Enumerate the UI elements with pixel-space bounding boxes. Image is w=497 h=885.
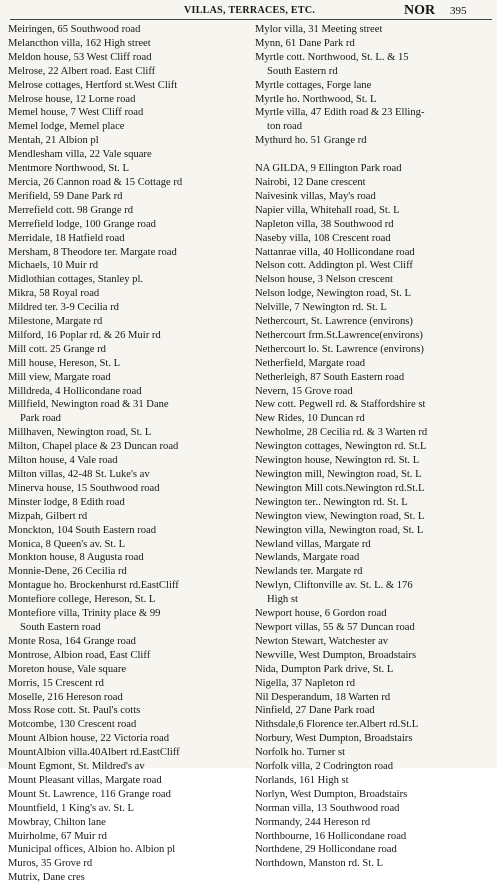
directory-entry [8, 663, 248, 677]
directory-entry [8, 329, 248, 343]
directory-entry [8, 385, 248, 399]
directory-entry [255, 551, 493, 565]
directory-entry [255, 162, 493, 176]
directory-entry [8, 496, 248, 510]
entry-text: Napier villa, Whitehall road, St. L [255, 204, 400, 216]
entry-text: Mercia, 26 Cannon road & 15 Cottage rd [8, 176, 183, 188]
directory-entry [8, 273, 248, 287]
directory-entry [255, 663, 493, 677]
directory-entry [8, 106, 248, 120]
entry-text: Nida, Dumpton Park drive, St. L [255, 663, 394, 675]
directory-entry [8, 524, 248, 538]
directory-entry [255, 385, 493, 399]
directory-entry [255, 148, 493, 162]
entry-text: Newington villa, Newington road, St. L [255, 524, 424, 536]
entry-text: Napleton villa, 38 Southwood rd [255, 218, 394, 230]
header-rule [10, 19, 492, 20]
directory-entry [255, 454, 493, 468]
directory-entry [8, 246, 248, 260]
directory-entry [255, 510, 493, 524]
entry-text: Merrefield cott. 98 Grange rd [8, 204, 134, 216]
entry-text: Nevern, 15 Grove road [255, 385, 353, 397]
entry-text: Mount St. Lawrence, 116 Grange road [8, 788, 171, 800]
directory-entry [8, 343, 248, 357]
directory-entry [255, 830, 493, 844]
running-title: VILLAS, TERRACES, ETC. [184, 5, 316, 16]
entry-text: Mountfield, 1 King's av. St. L [8, 802, 134, 814]
entry-text: Norlyn, West Dumpton, Broadstairs [255, 788, 408, 800]
entry-text: Mill house, Hereson, St. L [8, 357, 121, 369]
directory-entry [255, 843, 493, 857]
directory-entry [8, 37, 248, 51]
directory-entry [8, 204, 248, 218]
entry-text: Netherfield, Margate road [255, 357, 366, 369]
entry-continuation: South Eastern rd [267, 65, 338, 77]
directory-entry [255, 190, 493, 204]
directory-entry [8, 51, 248, 65]
entry-text: Netherleigh, 87 South Eastern road [255, 371, 405, 383]
entry-text: Monkton house, 8 Augusta road [8, 552, 144, 564]
directory-entry [8, 454, 248, 468]
directory-entry [255, 23, 493, 37]
entry-text: Montefiore college, Hereson, St. L [8, 594, 156, 606]
entry-continuation: South Eastern road [20, 621, 101, 633]
entry-text: Milldreda, 4 Hollicondane road [8, 385, 142, 397]
entry-text: Myrtle cott. Northwood, St. L. & 15 [255, 51, 409, 63]
entry-text: Nattanrae villa, 40 Hollicondane road [255, 246, 415, 258]
directory-entry [255, 412, 493, 426]
directory-entry [255, 621, 493, 635]
entry-text: Melrose cottages, Hertford st.West Clift [8, 79, 178, 91]
entry-text: Mildred ter. 3-9 Cecilia rd [8, 302, 119, 314]
directory-entry [8, 691, 248, 705]
entry-text: Melrose house, 12 Lorne road [8, 93, 136, 105]
entry-text: Montefiore villa, Trinity place & 99 [8, 608, 161, 620]
index-key: NOR [404, 3, 436, 18]
directory-entry [255, 79, 493, 93]
entry-text: Newland villas, Margate rd [255, 538, 371, 550]
entry-text: Moselle, 216 Hereson road [8, 691, 123, 703]
directory-entry [255, 468, 493, 482]
entry-text: Milton house, 4 Vale road [8, 455, 118, 467]
directory-entry [255, 343, 493, 357]
entry-text: Milford, 16 Poplar rd. & 26 Muir rd [8, 329, 161, 341]
entry-text: Milton villas, 42-48 St. Luke's av [8, 469, 150, 480]
entry-text: Nelson lodge, Newington road, St. L [255, 288, 411, 300]
directory-entry [255, 857, 493, 871]
entry-text: Newholme, 28 Cecilia rd. & 3 Warten rd [255, 427, 428, 439]
entry-text: Mikra, 58 Royal road [8, 288, 100, 300]
entry-text: Mythurd ho. 51 Grange rd [255, 135, 367, 147]
entry-text: Nethercourt frm.St.Lawrence(environs) [255, 329, 423, 341]
directory-entry [8, 843, 248, 857]
entry-text: Norbury, West Dumpton, Broadstairs [255, 733, 413, 745]
directory-entry [255, 204, 493, 218]
directory-entry [8, 830, 248, 844]
directory-entry [255, 538, 493, 552]
directory-entry [255, 371, 493, 385]
directory-entry [8, 482, 248, 496]
directory-entry [8, 162, 248, 176]
directory-entry [8, 79, 248, 93]
entry-continuation: High st [267, 594, 298, 606]
directory-entry [8, 510, 248, 524]
entry-text: Moss Rose cott. St. Paul's cotts [8, 705, 141, 717]
entry-text: Newport house, 6 Gordon road [255, 608, 387, 620]
entry-text: Muros, 35 Grove rd [8, 858, 93, 870]
entry-text: Nigella, 37 Napleton rd [255, 677, 356, 689]
entry-text: Newlands, Margate road [255, 552, 360, 564]
directory-entry [8, 551, 248, 565]
entry-text: Mizpah, Gilbert rd [8, 510, 88, 522]
entry-text: Montague ho. Brockenhurst rd.EastCliff [8, 580, 179, 592]
directory-entry [255, 176, 493, 190]
directory-entry [255, 273, 493, 287]
entry-text: MountAlbion villa.40Albert rd.EastCliff [8, 747, 180, 759]
directory-entry [8, 718, 248, 732]
right-column [255, 23, 493, 870]
directory-entry [255, 218, 493, 232]
directory-entry [255, 788, 493, 802]
directory-entry [8, 148, 248, 162]
entry-text: NA GILDA, 9 Ellington Park road [255, 163, 402, 175]
entry-text: Norlands, 161 High st [255, 774, 349, 786]
entry-text: Norman villa, 13 Southwood road [255, 802, 400, 814]
directory-entry [8, 301, 248, 315]
directory-entry [255, 106, 493, 134]
directory-entry [255, 816, 493, 830]
directory-entry [8, 649, 248, 663]
directory-entry [255, 134, 493, 148]
directory-entry [8, 93, 248, 107]
directory-entry [255, 301, 493, 315]
entry-text: Monnie-Dene, 26 Cecilia rd [8, 566, 127, 578]
directory-entry [8, 732, 248, 746]
directory-entry [255, 357, 493, 371]
directory-entry [255, 426, 493, 440]
directory-entry [255, 232, 493, 246]
directory-entry [255, 760, 493, 774]
entry-text: Newington view, Newington road, St. L [255, 510, 425, 522]
entry-text: Monte Rosa, 164 Grange road [8, 635, 136, 647]
directory-entry [8, 65, 248, 79]
directory-entry [8, 871, 248, 885]
entry-text: Norfolk villa, 2 Codrington road [255, 761, 393, 773]
entry-text: New Rides, 10 Duncan rd [255, 413, 365, 425]
directory-entry [8, 677, 248, 691]
directory-entry [8, 746, 248, 760]
directory-entry [8, 802, 248, 816]
entry-text: Memel house, 7 West Cliff road [8, 107, 144, 119]
entry-text: Newington house, Newington rd. St. L [255, 455, 420, 467]
entry-text: New cott. Pegwell rd. & Staffordshire st [255, 399, 426, 411]
entry-text: Meldon house, 53 West Cliff road [8, 51, 152, 63]
entry-text: Monckton, 104 South Eastern road [8, 524, 156, 536]
directory-entry [255, 51, 493, 79]
directory-entry [8, 259, 248, 273]
entry-text: Nelville, 7 Newington rd. St. L [255, 302, 387, 314]
directory-entry [8, 426, 248, 440]
entry-text: Mount Albion house, 22 Victoria road [8, 733, 170, 745]
entry-text: Melancthon villa, 162 High street [8, 37, 151, 49]
directory-entry [8, 232, 248, 246]
directory-entry [8, 398, 248, 426]
entry-text: Mount Egmont, St. Mildred's av [8, 761, 145, 773]
directory-entry [255, 246, 493, 260]
entry-text: Millfield, Newington road & 31 Dane [8, 399, 169, 411]
entry-text: Northdown, Manston rd. St. L [255, 858, 384, 870]
directory-entry [255, 496, 493, 510]
entry-text: Nairobi, 12 Dane crescent [255, 176, 366, 188]
directory-entry [8, 538, 248, 552]
directory-entry [8, 371, 248, 385]
entry-text: Newville, West Dumpton, Broadstairs [255, 649, 417, 661]
entry-text: Milestone, Margate rd [8, 316, 103, 328]
entry-text: Newlyn, Cliftonville av. St. L. & 176 [255, 580, 413, 592]
entry-text: Morris, 15 Crescent rd [8, 677, 104, 689]
entry-text: Merifield, 59 Dane Park rd [8, 190, 123, 202]
entry-text: Melrose, 22 Albert road. East Cliff [8, 65, 156, 77]
entry-text: Mill cott. 25 Grange rd [8, 343, 106, 355]
directory-entry [8, 788, 248, 802]
directory-entry [255, 802, 493, 816]
directory-entry [8, 315, 248, 329]
entry-text: Nethercourt lo. St. Lawrence (environs) [255, 343, 424, 355]
directory-entry [255, 440, 493, 454]
directory-entry [255, 732, 493, 746]
directory-entry [8, 23, 248, 37]
directory-entry [8, 857, 248, 871]
entry-text: Nethercourt, St. Lawrence (environs) [255, 316, 413, 328]
entry-text: Merrefield lodge, 100 Grange road [8, 218, 156, 230]
entry-text: Nithsdale,6 Florence ter.Albert rd.St.L [255, 719, 419, 731]
entry-text: Myrtle cottages, Forge lane [255, 79, 372, 91]
entry-text: Michaels, 10 Muir rd [8, 260, 99, 272]
entry-text: Merridale, 18 Hatfield road [8, 232, 125, 244]
entry-text: Naivesink villas, May's road [255, 190, 376, 202]
entry-text: Milton, Chapel place & 23 Duncan road [8, 441, 179, 453]
directory-entry [8, 440, 248, 454]
directory-entry [255, 691, 493, 705]
directory-entry [255, 329, 493, 343]
directory-entry [8, 120, 248, 134]
directory-entry [255, 649, 493, 663]
entry-text: Normandy, 244 Hereson rd [255, 816, 371, 828]
entry-text: Newington ter.. Newington rd. St. L [255, 496, 408, 508]
entry-text: Meiringen, 65 Southwood road [8, 24, 141, 35]
entry-text: Memel lodge, Memel place [8, 121, 125, 133]
directory-entry [8, 774, 248, 788]
entry-text: Nil Desperandum, 18 Warten rd [255, 691, 391, 703]
directory-entry [8, 287, 248, 301]
directory-entry [8, 357, 248, 371]
directory-entry [8, 468, 248, 482]
entry-text: Mersham, 8 Theodore ter. Margate road [8, 246, 177, 258]
entry-text: Myrtle ho. Northwood, St. L [255, 93, 377, 105]
entry-text: Mentmore Northwood, St. L [8, 163, 129, 175]
entry-text: Northdene, 29 Hollicondane road [255, 844, 397, 856]
directory-entry [8, 579, 248, 593]
entry-text: Mutrix, Dane cres [8, 872, 85, 884]
directory-entry [8, 176, 248, 190]
directory-entry [255, 746, 493, 760]
directory-entry [255, 774, 493, 788]
entry-text: Mendlesham villa, 22 Vale square [8, 149, 152, 161]
directory-entry [255, 398, 493, 412]
page-header [0, 4, 497, 18]
entry-text: Newington mill, Newington road, St. L [255, 469, 422, 480]
directory-entry [255, 37, 493, 51]
directory-entry [255, 718, 493, 732]
entry-text: Mylor villa, 31 Meeting street [255, 24, 383, 35]
left-column [8, 23, 248, 884]
entry-text: Montrose, Albion road, East Cliff [8, 649, 151, 661]
entry-text: Newton Stewart, Watchester av [255, 635, 389, 647]
entry-text: Norfolk ho. Turner st [255, 747, 346, 759]
entry-text: Newlands ter. Margate rd [255, 566, 363, 578]
directory-entry [255, 579, 493, 607]
directory-entry [8, 134, 248, 148]
directory-entry [255, 704, 493, 718]
entry-text: Newington Mill cots.Newington rd.St.L [255, 482, 425, 494]
entry-text: Muirholme, 67 Muir rd [8, 830, 107, 842]
directory-entry [255, 315, 493, 329]
entry-text: Mowbray, Chilton lane [8, 816, 106, 828]
directory-entry [8, 565, 248, 579]
directory-entry [255, 287, 493, 301]
page-number: 395 [450, 5, 467, 17]
directory-entry [255, 524, 493, 538]
entry-text: Mount Pleasant villas, Margate road [8, 774, 162, 786]
entry-text: Nelson cott. Addington pl. West Cliff [255, 260, 413, 272]
entry-text: Nelson house, 3 Nelson crescent [255, 274, 393, 286]
directory-entry [8, 607, 248, 635]
entry-text: Midlothian cottages, Stanley pl. [8, 274, 144, 286]
directory-entry [255, 635, 493, 649]
directory-entry [8, 704, 248, 718]
entry-continuation: ton road [267, 121, 303, 133]
entry-continuation: Park road [20, 413, 61, 425]
directory-entry [8, 635, 248, 649]
entry-text: Newington cottages, Newington rd. St.L [255, 441, 427, 453]
entry-text: Minerva house, 15 Southwood road [8, 482, 160, 494]
directory-entry [8, 190, 248, 204]
entry-text: Naseby villa, 108 Crescent road [255, 232, 391, 244]
entry-text: Mill view, Margate road [8, 371, 111, 383]
entry-text: Motcombe, 130 Crescent road [8, 719, 137, 731]
directory-entry [255, 93, 493, 107]
directory-entry [255, 607, 493, 621]
directory-entry [8, 760, 248, 774]
entry-text: Newport villas, 55 & 57 Duncan road [255, 621, 415, 633]
entry-text: Monica, 8 Queen's av. St. L [8, 538, 126, 550]
directory-entry [8, 593, 248, 607]
directory-entry [255, 482, 493, 496]
directory-entry [255, 565, 493, 579]
directory-entry [8, 816, 248, 830]
entry-text: Mynn, 61 Dane Park rd [255, 37, 355, 49]
entry-text: Northbourne, 16 Hollicondane road [255, 830, 407, 842]
entry-text: Municipal offices, Albion ho. Albion pl [8, 844, 176, 856]
entry-text: Mentah, 21 Albion pl [8, 135, 99, 147]
entry-text: Minster lodge, 8 Edith road [8, 496, 125, 508]
entry-text: Millhaven, Newington road, St. L [8, 427, 152, 439]
entry-text: Ninfield, 27 Dane Park road [255, 705, 375, 717]
entry-text: Myrtle villa, 47 Edith road & 23 Elling- [255, 107, 425, 119]
directory-entry [255, 677, 493, 691]
directory-entry [255, 259, 493, 273]
entry-text: Moreton house, Vale square [8, 663, 127, 675]
directory-entry [8, 218, 248, 232]
